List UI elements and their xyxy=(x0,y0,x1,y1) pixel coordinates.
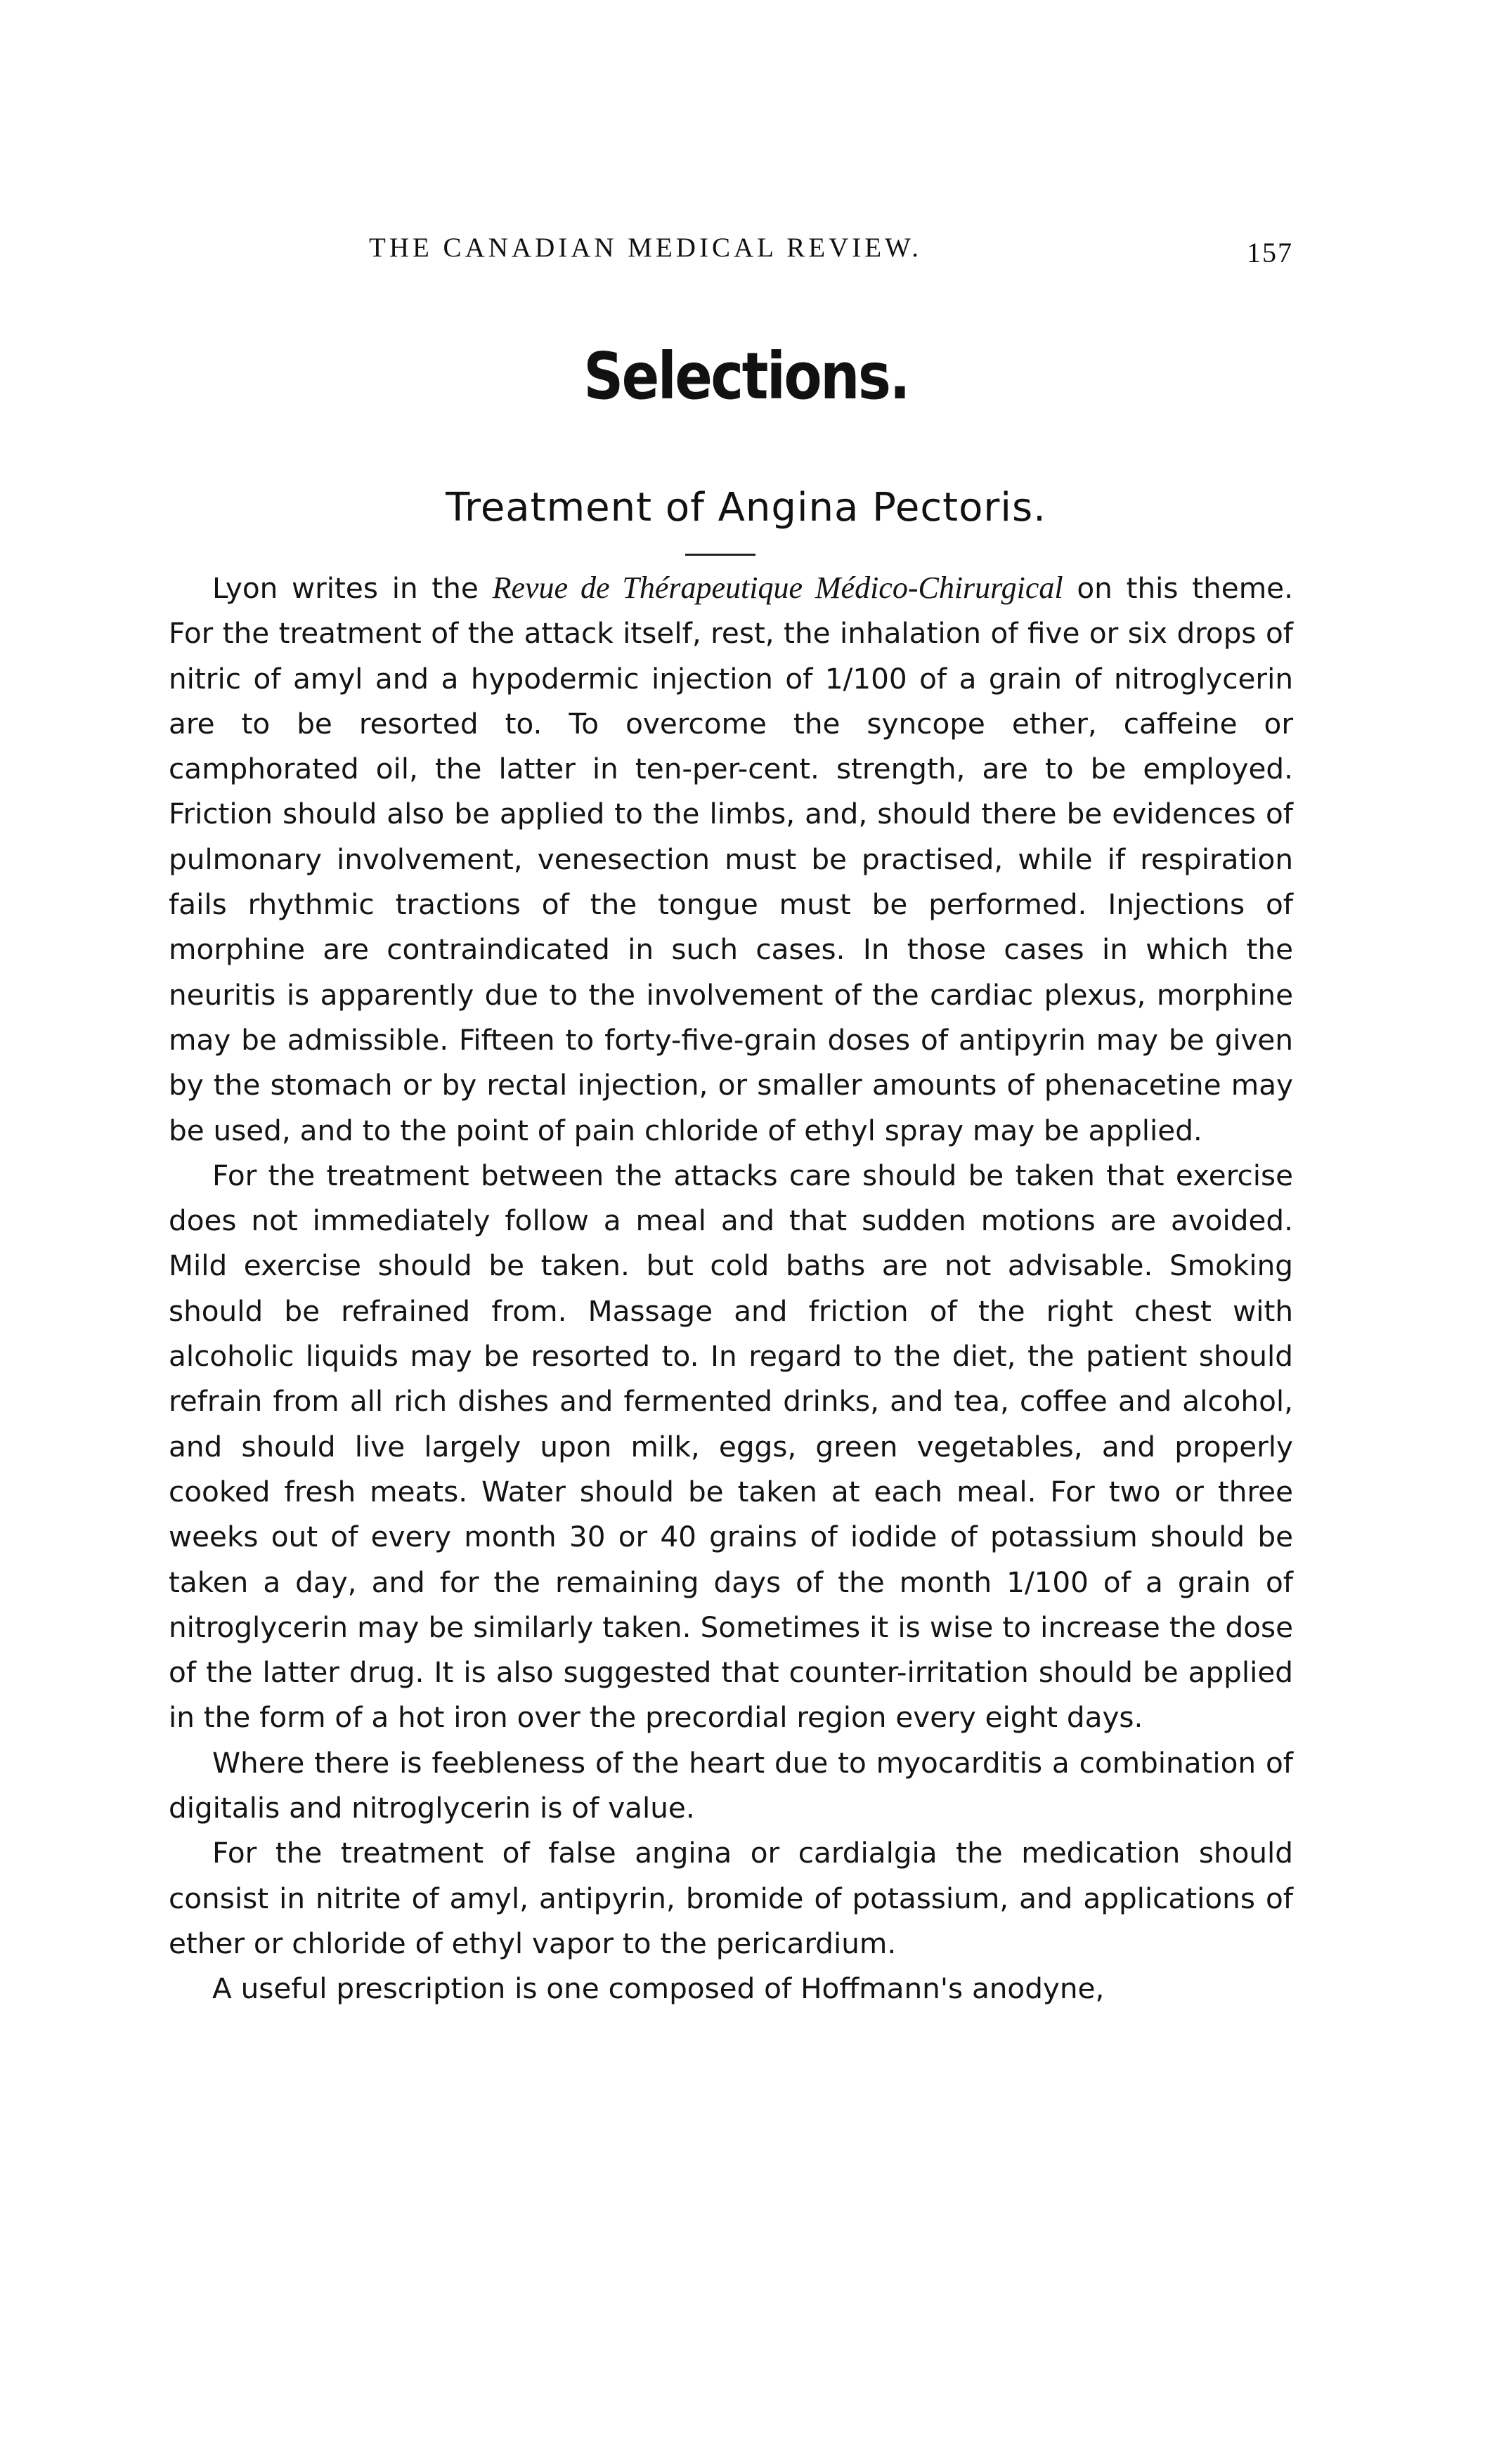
article-body xyxy=(169,566,1293,2012)
paragraph: For the treatment between the attacks care should be taken that exercise does not immediately follow a meal and that sudden motions are avoided. Mild exercise should be taken. but cold baths are not advisable. Smoking should be refrained from. Massage and friction of the right chest with alcoholic liquids may be resorted to. In regard to the diet, the patient should refrain from all rich dishes and fermented drinks, and tea, coffee and alcohol, and should live largely upon milk, eggs, green vegetables, and properly cooked fresh meats. Water should be taken at each meal. For two or three weeks out of every month 30 or 40 grains of iodide of potassium should be taken a day, and for the remaining days of the month 1/100 of a grain of nitroglycerin may be similarly taken. Sometimes it is wise to increase the dose of the latter drug. It is also suggested that counter-irritation should be applied in the form of a hot iron over the precordial region every eight days. xyxy=(169,1158,1293,1735)
paragraph: Where there is feebleness of the heart due to myocarditis a combination of digitalis and nitroglycerin is of value. xyxy=(169,1745,1293,1825)
paragraph xyxy=(169,566,1293,1153)
paragraph: For the treatment of false angina or cardialgia the medication should consist in nitrite of amyl, antipyrin, bromide of potassium, and applications of ether or chloride of ethyl vapor to the pericardium. xyxy=(169,1836,1293,1960)
section-title: Selections. xyxy=(583,339,909,414)
paragraph: A useful prescription is one composed of Hoffmann's anodyne, xyxy=(212,1971,1105,2006)
page-number: 157 xyxy=(1247,237,1293,268)
journal-title: THE CANADIAN MEDICAL REVIEW. xyxy=(369,233,923,263)
article-title: Treatment of Angina Pectoris. xyxy=(446,485,1046,530)
paragraph-text: on this theme. For the treatment of the attack itself, rest, the inhalation of five or six drops of nitric of amyl and a hypodermic injection of 1/100 of a grain of nitroglycerin are to be resorted to. To overcome the syncope ether, caffeine or camphorated oil, the latter in ten-per-cent. strength, are to be employed. Friction should also be applied to the limbs, and, should there be evidences of pulmonary involvement, venesection must be practised, while if respiration fails rhythmic tractions of the tongue must be performed. Injections of morphine are contraindicated in such cases. In those cases in which the neuritis is apparently due to the involvement of the cardiac plexus, morphine may be admissible. Fifteen to forty-five-grain doses of antipyrin may be given by the stomach or by rectal injection, or smaller amounts of phenacetine may be used, and to the point of pain chloride of ethyl spray may be applied. xyxy=(169,571,1293,1147)
paragraph-text: Lyon writes in the xyxy=(212,571,493,605)
journal-reference: Revue de Thérapeutique Médico-Chirurgical xyxy=(492,571,1063,605)
running-header xyxy=(169,232,1293,274)
title-divider xyxy=(685,554,755,556)
